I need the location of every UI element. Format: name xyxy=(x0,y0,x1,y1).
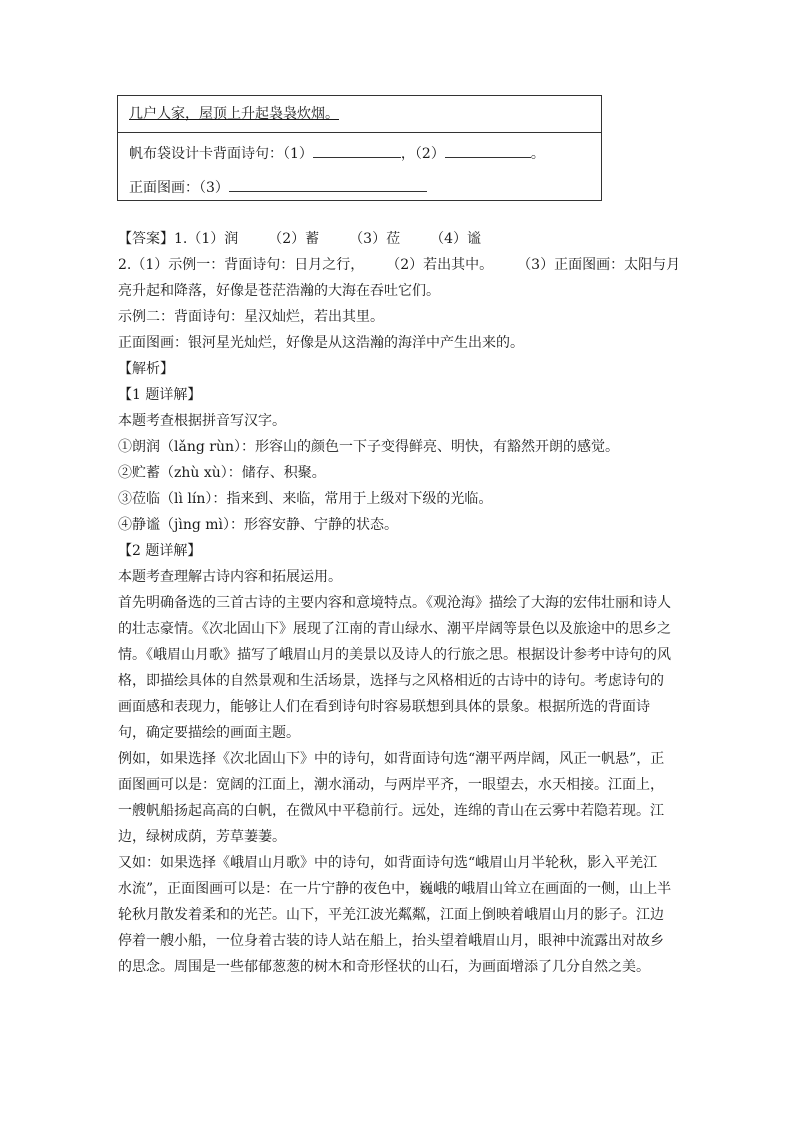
back-poem-end: 。 xyxy=(530,146,545,162)
blank-3[interactable] xyxy=(229,178,427,192)
q2-line: 例如，如果选择《次北固山下》中的诗句，如背面诗句选“潮平两岸阔，风正一帆悬”，正 xyxy=(118,751,665,767)
front-picture-label: 正面图画：（3） xyxy=(129,180,229,196)
answer-2-3: （3）正面图画：太阳与月 xyxy=(517,257,681,273)
answer-line-3: 亮升起和降落，好像是苍茫浩瀚的大海在吞吐它们。 xyxy=(118,283,440,299)
answer-2-2: （2）若出其中。 xyxy=(386,257,494,273)
blank-1[interactable] xyxy=(313,144,401,158)
q2-line: 情。《峨眉山月歌》描写了峨眉山月的美景以及诗人的行旅之思。根据设计参考中诗句的风 xyxy=(118,647,671,663)
q2-line: 的思念。周围是一些郁郁葱葱的树木和奇形怪状的山石，为画面增添了几分自然之美。 xyxy=(118,959,650,975)
analysis-heading: 【解析】 xyxy=(118,361,174,377)
q2-line: 格，即描绘具体的自然景观和生活场景，选择与之风格相近的古诗中的诗句。考虑诗句的 xyxy=(118,673,664,689)
answer-line-1 xyxy=(118,226,678,252)
scene-text: 几户人家，屋顶上升起袅袅炊烟。 xyxy=(129,106,339,122)
q2-line: 句，确定要描绘的画面主题。 xyxy=(118,725,300,741)
q1-item: ②贮蓄（zhù xù）：储存、积聚。 xyxy=(118,465,326,481)
q1-item: ③莅临（lì lín）：指来到、来临，常用于上级对下级的光临。 xyxy=(118,491,493,507)
q1-item: ④静谧（jìng mì）：形容安静、宁静的状态。 xyxy=(118,517,398,533)
q2-line: 停着一艘小船，一位身着古装的诗人站在船上，抬头望着峨眉山月，眼神中流露出对故乡 xyxy=(118,933,664,949)
q2-line: 又如：如果选择《峨眉山月歌》中的诗句，如背面诗句选“峨眉山月半轮秋，影入平羌江 xyxy=(118,855,658,871)
table-row-design xyxy=(118,133,601,205)
q2-intro: 本题考查理解古诗内容和拓展运用。 xyxy=(118,569,342,585)
answer-content xyxy=(118,226,681,980)
q2-line: 水流”，正面图画可以是：在一片宁静的夜色中，巍峨的峨眉山耸立在画面的一侧，山上半 xyxy=(118,881,672,897)
q2-line: 轮秋月散发着柔和的光芒。山下，平羌江波光粼粼，江面上倒映着峨眉山月的影子。江边 xyxy=(118,907,664,923)
back-poem-sep: ，（2） xyxy=(400,146,445,162)
answer-1-4: （4）谧 xyxy=(430,231,482,247)
q2-line: 的壮志豪情。《次北固山下》展现了江南的青山绿水、潮平岸阔等景色以及旅途中的思乡之 xyxy=(118,621,671,637)
answer-1-3: （3）莅 xyxy=(349,231,401,247)
answer-2-1: 2.（1）示例一：背面诗句：日月之行， xyxy=(118,257,365,273)
q2-line: 面图画可以是：宽阔的江面上，潮水涌动，与两岸平齐，一眼望去，水天相接。江面上， xyxy=(118,777,664,793)
back-poem-label: 帆布袋设计卡背面诗句：（1） xyxy=(129,146,313,162)
q2-line: 首先明确备选的三首古诗的主要内容和意境特点。《观沧海》描绘了大海的宏伟壮丽和诗人 xyxy=(118,595,671,611)
q2-line: 一艘帆船扬起高高的白帆，在微风中平稳前行。远处，连绵的青山在云雾中若隐若现。江 xyxy=(118,803,664,819)
back-poem-line xyxy=(129,137,601,171)
q2-heading: 【2 题详解】 xyxy=(118,543,202,559)
front-picture-line xyxy=(129,171,601,205)
q2-line: 画面感和表现力，能够让人们在看到诗句时容易联想到具体的景象。根据所选的背面诗 xyxy=(118,699,650,715)
q1-intro: 本题考查根据拼音写汉字。 xyxy=(118,413,286,429)
answer-1-2: （2）蓄 xyxy=(268,231,320,247)
answer-line-4: 示例二：背面诗句：星汉灿烂，若出其里。 xyxy=(118,309,384,325)
q2-line: 边，绿树成荫，芳草萋萋。 xyxy=(118,829,286,845)
answer-line-5: 正面图画：银河星光灿烂，好像是从这浩瀚的海洋中产生出来的。 xyxy=(118,335,524,351)
design-card-table xyxy=(117,95,602,201)
q1-heading: 【1 题详解】 xyxy=(118,387,202,403)
blank-2[interactable] xyxy=(445,144,531,158)
q1-item: ①朗润（lǎng rùn）：形容山的颜色一下子变得鲜亮、明快，有豁然开朗的感觉。 xyxy=(118,439,619,455)
answer-1-1: 【答案】1.（1）润 xyxy=(118,231,239,247)
answer-line-2 xyxy=(118,252,681,278)
table-row-scene xyxy=(118,96,601,133)
